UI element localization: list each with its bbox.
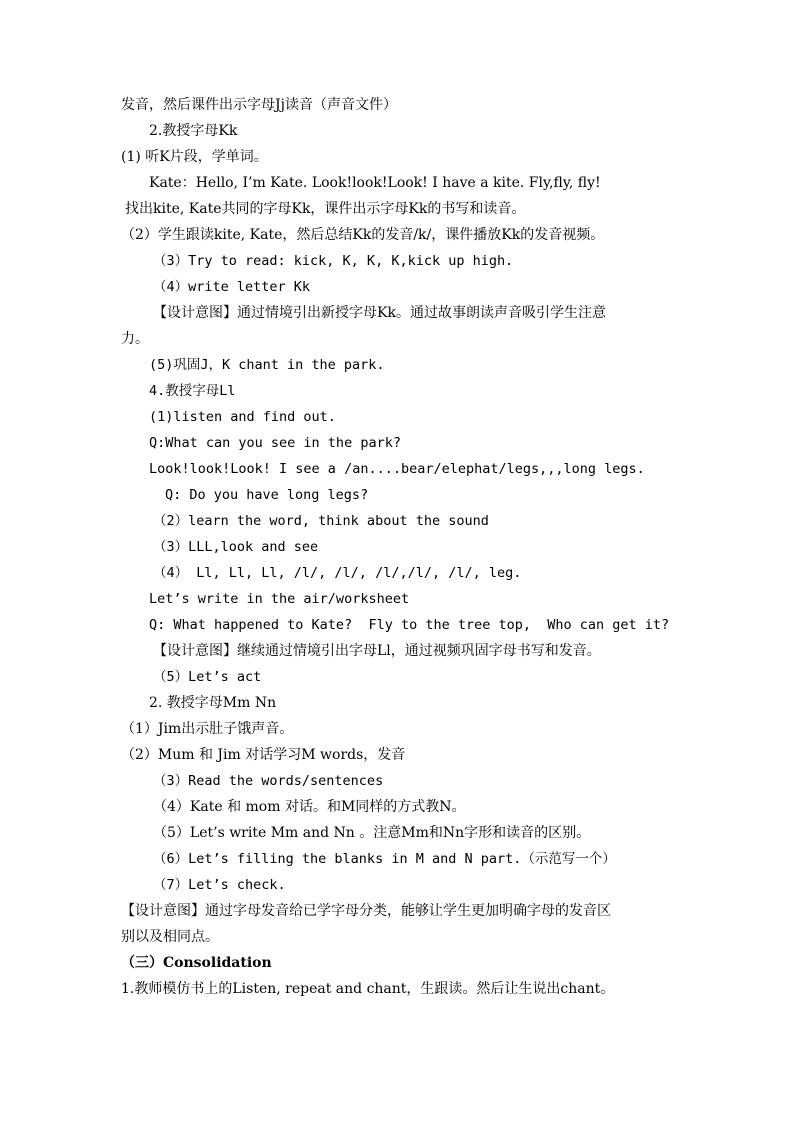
section-heading-consolidation: （三）Consolidation (121, 955, 272, 971)
text-line-11: (5)巩固J，K chant in the park. (149, 357, 385, 373)
text-line-24: 2. 教授字母Mm Nn (149, 695, 277, 711)
text-line-12: 4.教授字母Ll (149, 383, 236, 399)
text-line-2: 2.教授字母Kk (149, 123, 238, 139)
text-line-18: （3）LLL,look and see (153, 539, 319, 555)
text-line-19: （4） Ll, Ll, Ll, /l/, /l/, /l/,/l/, /l/, leg. (153, 565, 522, 581)
text-line-21: Q: What happened to Kate? Fly to the tree top, Who can get it? (149, 617, 670, 633)
text-line-7: （3）Try to read: kick, K, K, K,kick up high. (153, 253, 514, 269)
text-line-3: (1) 听K片段，学单词。 (121, 149, 268, 165)
text-line-5: 找出kite, Kate共同的字母Kk，课件出示字母Kk的书写和读音。 (125, 201, 526, 217)
text-line-16: Q: Do you have long legs? (165, 487, 369, 503)
text-line-4: Kate：Hello, I’m Kate. Look!look!Look! I have a kite. Fly,fly, fly! (149, 175, 601, 191)
text-line-35: 1.教师模仿书上的Listen, repeat and chant，生跟读。然后让生说出chant。 (121, 981, 615, 997)
design-intent-1: 【设计意图】通过情境引出新授字母Kk。通过故事朗读声音吸引学生注意 (153, 305, 606, 321)
text-line-6: （2）学生跟读kite, Kate，然后总结Kk的发音/k/，课件播放Kk的发音视频。 (121, 227, 605, 243)
text-line-10: 力。 (121, 331, 149, 347)
design-intent-3: 【设计意图】通过字母发音给已学字母分类，能够让学生更加明确字母的发音区 (121, 903, 611, 919)
text-line-26: （2）Mum 和 Jim 对话学习M words，发音 (121, 747, 406, 763)
text-line-20: Let’s write in the air/worksheet (149, 591, 410, 607)
text-line-1: 发音，然后课件出示字母Jj读音（声音文件） (121, 97, 397, 113)
design-intent-2: 【设计意图】继续通过情境引出字母Ll，通过视频巩固字母书写和发音。 (153, 643, 601, 659)
text-line-13: (1)listen and find out. (149, 409, 336, 425)
text-line-14: Q:What can you see in the park? (149, 435, 401, 451)
text-line-31: （7）Let’s check. (153, 877, 286, 893)
text-line-25: （1）Jim出示肚子饿声音。 (121, 721, 294, 737)
text-line-29: （5）Let’s write Mm and Nn 。注意Mm和Nn字形和读音的区别。 (153, 825, 591, 841)
text-line-28: （4）Kate 和 mom 对话。和M同样的方式教N。 (153, 799, 466, 815)
text-line-30: （6）Let’s filling the blanks in M and N part.（示范写一个） (153, 851, 616, 867)
text-line-23: （5）Let’s act (153, 669, 262, 685)
text-line-15: Look!look!Look! I see a /an....bear/elephat/legs,,,long legs. (149, 461, 645, 477)
text-line-33: 别以及相同点。 (121, 929, 219, 945)
text-line-27: （3）Read the words/sentences (153, 773, 384, 789)
text-line-17: （2）learn the word, think about the sound (153, 513, 489, 529)
text-line-8: （4）write letter Kk (153, 279, 311, 295)
